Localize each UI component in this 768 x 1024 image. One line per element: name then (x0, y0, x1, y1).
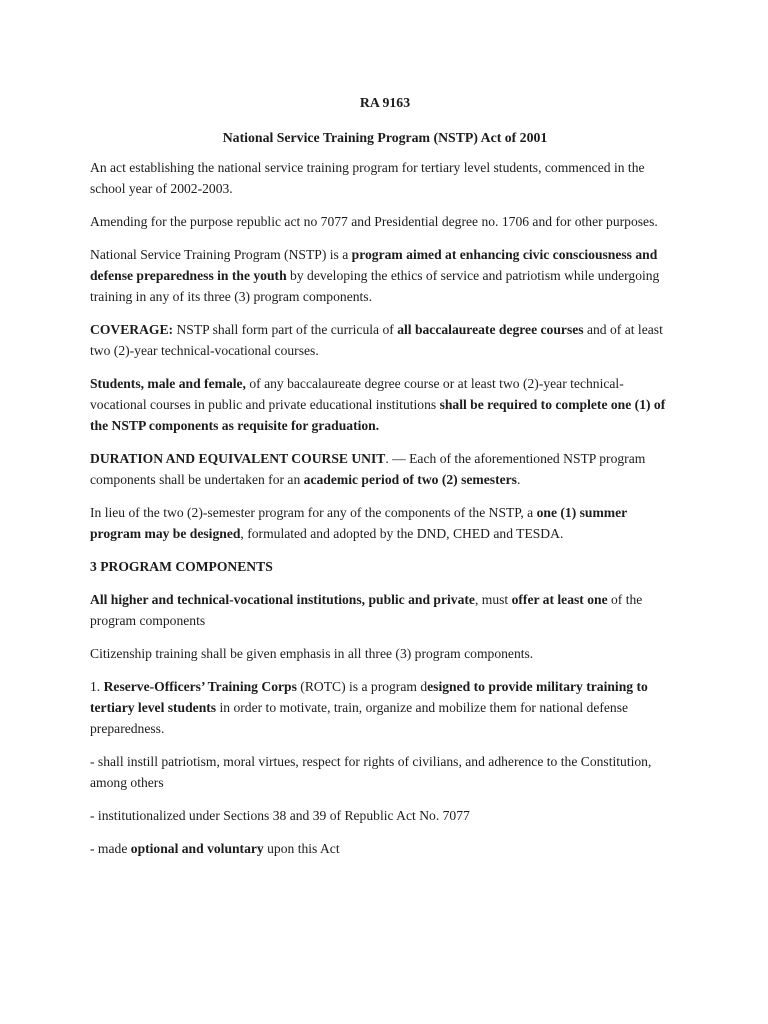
bullet-patriotism: - shall instill patriotism, moral virtues, respect for rights of civilians, and adherence to the Constitution, among others (90, 754, 652, 790)
institutions-paragraph (90, 589, 680, 631)
rotc-bold-1: Reserve-Officers’ Training Corps (103, 679, 297, 694)
institutions-bold-2: offer at least one (511, 592, 608, 607)
lieu-paragraph (90, 502, 680, 544)
students-bold-1: Students, male and female, (90, 376, 246, 391)
lieu-text-2: , formulated and adopted by the DND, CHED and TESDA. (240, 526, 564, 541)
nstp-definition-paragraph (90, 244, 680, 307)
coverage-paragraph (90, 319, 680, 361)
bullet-institutionalized: - institutionalized under Sections 38 and 39 of Republic Act No. 7077 (90, 808, 470, 823)
duration-label: DURATION AND EQUIVALENT COURSE UNIT (90, 451, 386, 466)
document-page (90, 92, 680, 871)
rotc-text-1: 1. (90, 679, 104, 694)
coverage-label: COVERAGE: (90, 322, 174, 337)
institutions-text-2: of the program components (90, 592, 643, 628)
nstp-def-text-1: National Service Training Program (NSTP) is a (90, 247, 352, 262)
rotc-paragraph (90, 676, 680, 739)
duration-text-1: . — Each of the aforementioned NSTP program components shall be undertaken for an (90, 451, 646, 487)
coverage-text-1: NSTP shall form part of the curricula of (173, 322, 398, 337)
coverage-bold-1: all baccalaureate degree courses (397, 322, 584, 337)
bullet-optional-text-1: - made (90, 841, 131, 856)
coverage-text-2: and of at least two (2)-year technical-vocational courses. (90, 322, 663, 358)
document-title: RA 9163 (359, 95, 411, 110)
nstp-def-bold-1: program aimed at enhancing civic consciousness and defense preparedness in the youth (90, 247, 658, 283)
institutions-bold-1: All higher and technical-vocational institutions, public and private (90, 592, 475, 607)
intro-paragraph: An act establishing the national service training program for tertiary level students, commenced in the school year of 2002-2003. (90, 160, 645, 196)
lieu-bold-1: one (1) summer program may be designed (90, 505, 627, 541)
duration-bold-1: academic period of two (2) semesters (303, 472, 517, 487)
duration-text-2: . (516, 472, 521, 487)
amending-paragraph: Amending for the purpose republic act no 7077 and Presidential degree no. 1706 and for other purposes. (90, 214, 658, 229)
duration-paragraph (90, 448, 680, 490)
citizenship-paragraph: Citizenship training shall be given emphasis in all three (3) program components. (90, 646, 534, 661)
components-heading: 3 PROGRAM COMPONENTS (90, 559, 273, 574)
students-text-1: of any baccalaureate degree course or at least two (2)-year technical-vocational courses in public and private educational institutions (90, 376, 624, 412)
rotc-bold-2: esigned to provide military training to tertiary level students (90, 679, 648, 715)
bullet-optional (90, 838, 680, 859)
rotc-text-2: (ROTC) is a program d (296, 679, 428, 694)
bullet-optional-text-2: upon this Act (263, 841, 340, 856)
students-paragraph (90, 373, 680, 436)
lieu-text-1: In lieu of the two (2)-semester program for any of the components of the NSTP, a (90, 505, 537, 520)
students-bold-2: shall be required to complete one (1) of the NSTP components as requisite for graduation. (90, 397, 666, 433)
document-subtitle: National Service Training Program (NSTP) Act of 2001 (222, 130, 548, 145)
institutions-text-1: , must (474, 592, 512, 607)
rotc-text-3: in order to motivate, train, organize and mobilize them for national defense preparedness. (90, 700, 629, 736)
nstp-def-text-2: by developing the ethics of service and patriotism while undergoing training in any of its three (3) program components. (90, 268, 660, 304)
bullet-optional-bold-1: optional and voluntary (130, 841, 264, 856)
